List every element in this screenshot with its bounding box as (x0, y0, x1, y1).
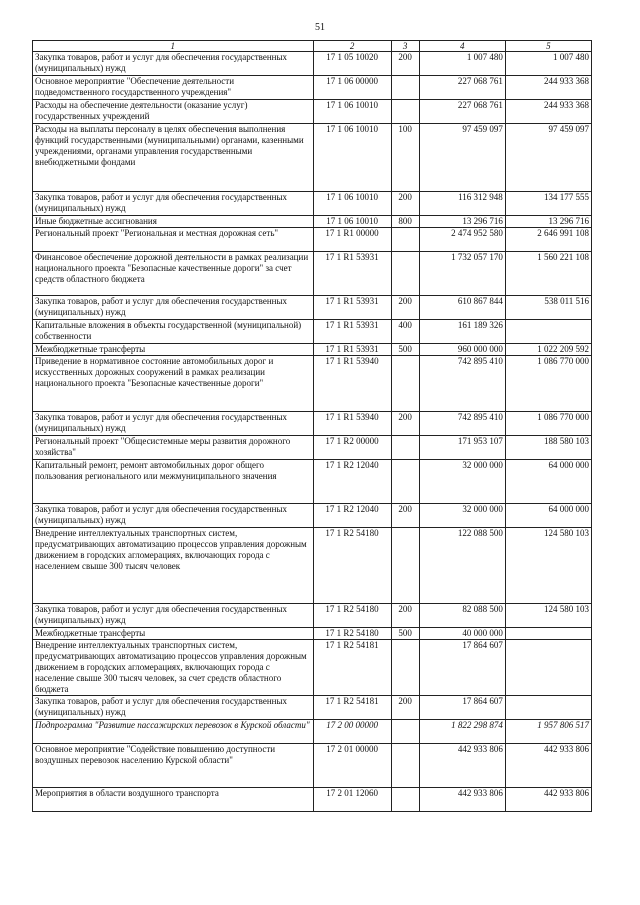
row-name-cell: Закупка товаров, работ и услуг для обеспечения государственных (муниципальных) нужд (33, 604, 314, 628)
row-type-cell: 200 (391, 192, 419, 216)
table-row (33, 252, 592, 296)
row-value-2-cell: 64 000 000 (505, 504, 591, 528)
row-code-cell: 17 1 R2 12040 (313, 460, 391, 504)
column-header: 5 (505, 41, 591, 52)
row-type-cell: 500 (391, 628, 419, 640)
row-value-1-cell: 610 867 844 (419, 296, 505, 320)
row-code-cell: 17 1 06 10010 (313, 100, 391, 124)
row-name-cell: Иные бюджетные ассигнования (33, 216, 314, 228)
row-value-1-cell: 17 864 607 (419, 640, 505, 696)
row-type-cell (391, 788, 419, 812)
row-type-cell (391, 252, 419, 296)
row-code-cell: 17 1 R2 54180 (313, 528, 391, 604)
row-code-cell: 17 1 R2 12040 (313, 504, 391, 528)
row-value-2-cell: 124 580 103 (505, 528, 591, 604)
column-header: 1 (33, 41, 314, 52)
row-name-cell: Межбюджетные трансферты (33, 344, 314, 356)
row-value-1-cell: 227 068 761 (419, 76, 505, 100)
row-type-cell: 200 (391, 504, 419, 528)
row-code-cell: 17 1 06 10010 (313, 216, 391, 228)
row-value-1-cell: 171 953 107 (419, 436, 505, 460)
column-header: 2 (313, 41, 391, 52)
row-value-1-cell: 97 459 097 (419, 124, 505, 192)
row-value-1-cell: 742 895 410 (419, 356, 505, 412)
table-row (33, 504, 592, 528)
row-type-cell: 200 (391, 696, 419, 720)
row-value-1-cell: 1 822 298 874 (419, 720, 505, 744)
row-type-cell (391, 744, 419, 788)
row-name-cell: Основное мероприятие "Обеспечение деятельности подведомственного государственного учреждения" (33, 76, 314, 100)
row-value-1-cell: 227 068 761 (419, 100, 505, 124)
table-row (33, 192, 592, 216)
row-value-2-cell: 1 560 221 108 (505, 252, 591, 296)
row-type-cell (391, 528, 419, 604)
table-row (33, 100, 592, 124)
column-header: 3 (391, 41, 419, 52)
row-name-cell: Закупка товаров, работ и услуг для обеспечения государственных (муниципальных) нужд (33, 696, 314, 720)
row-code-cell: 17 1 R1 53931 (313, 252, 391, 296)
row-code-cell: 17 1 06 00000 (313, 76, 391, 100)
row-name-cell: Основное мероприятие "Содействие повышению доступности воздушных перевозок населению Курской области" (33, 744, 314, 788)
row-type-cell (391, 436, 419, 460)
row-value-2-cell (505, 640, 591, 696)
row-value-1-cell: 116 312 948 (419, 192, 505, 216)
row-name-cell: Расходы на выплаты персоналу в целях обеспечения выполнения функций государственными (муниципальными) органами, казенными учреждениями, органами управления государственными внебюджетными фондами (33, 124, 314, 192)
row-type-cell: 200 (391, 296, 419, 320)
row-value-1-cell: 32 000 000 (419, 504, 505, 528)
row-name-cell: Приведение в нормативное состояние автомобильных дорог и искусственных дорожных сооружений в рамках реализации национального проекта "Безопасные качественные дороги" (33, 356, 314, 412)
row-type-cell (391, 460, 419, 504)
row-value-1-cell: 742 895 410 (419, 412, 505, 436)
row-value-1-cell: 1 732 057 170 (419, 252, 505, 296)
row-name-cell: Региональный проект "Региональная и местная дорожная сеть" (33, 228, 314, 252)
row-value-2-cell: 1 007 480 (505, 52, 591, 76)
row-code-cell: 17 1 R2 54180 (313, 628, 391, 640)
row-name-cell: Закупка товаров, работ и услуг для обеспечения государственных (муниципальных) нужд (33, 52, 314, 76)
row-type-cell: 400 (391, 320, 419, 344)
row-value-2-cell: 2 646 991 108 (505, 228, 591, 252)
row-value-2-cell: 244 933 368 (505, 76, 591, 100)
row-value-2-cell: 124 580 103 (505, 604, 591, 628)
row-value-2-cell (505, 696, 591, 720)
table-row (33, 124, 592, 192)
row-type-cell (391, 356, 419, 412)
table-row (33, 720, 592, 744)
table-row (33, 604, 592, 628)
row-value-1-cell: 442 933 806 (419, 744, 505, 788)
column-header: 4 (419, 41, 505, 52)
table-row (33, 528, 592, 604)
row-name-cell: Капитальный ремонт, ремонт автомобильных дорог общего пользования регионального или межмуниципального значения (33, 460, 314, 504)
row-value-2-cell: 1 022 209 592 (505, 344, 591, 356)
row-name-cell: Финансовое обеспечение дорожной деятельности в рамках реализации национального проекта "Безопасные качественные дороги" за счет средств областного бюджета (33, 252, 314, 296)
row-value-2-cell: 538 011 516 (505, 296, 591, 320)
table-row (33, 436, 592, 460)
row-name-cell: Закупка товаров, работ и услуг для обеспечения государственных (муниципальных) нужд (33, 296, 314, 320)
row-code-cell: 17 1 R1 53931 (313, 296, 391, 320)
row-type-cell (391, 720, 419, 744)
row-name-cell: Подпрограмма "Развитие пассажирских перевозок в Курской области" (33, 720, 314, 744)
row-value-1-cell: 40 000 000 (419, 628, 505, 640)
table-row (33, 216, 592, 228)
row-value-2-cell: 97 459 097 (505, 124, 591, 192)
row-value-1-cell: 122 088 500 (419, 528, 505, 604)
row-name-cell: Закупка товаров, работ и услуг для обеспечения государственных (муниципальных) нужд (33, 412, 314, 436)
row-value-2-cell: 13 296 716 (505, 216, 591, 228)
table-row (33, 696, 592, 720)
row-name-cell: Межбюджетные трансферты (33, 628, 314, 640)
row-code-cell: 17 1 R1 00000 (313, 228, 391, 252)
row-value-2-cell: 64 000 000 (505, 460, 591, 504)
row-code-cell: 17 1 R2 00000 (313, 436, 391, 460)
row-value-2-cell: 188 580 103 (505, 436, 591, 460)
table-row (33, 76, 592, 100)
row-name-cell: Мероприятия в области воздушного транспорта (33, 788, 314, 812)
page-number: 51 (315, 22, 325, 33)
row-value-1-cell: 442 933 806 (419, 788, 505, 812)
row-name-cell: Внедрение интеллектуальных транспортных систем, предусматривающих автоматизацию процессов управления дорожным движением в городских агломерациях, включающих города с население свыше 300 тысяч человек, за счет средств областного бюджета (33, 640, 314, 696)
row-value-1-cell: 32 000 000 (419, 460, 505, 504)
row-value-2-cell: 442 933 806 (505, 744, 591, 788)
row-code-cell: 17 1 R2 54181 (313, 640, 391, 696)
row-code-cell: 17 2 00 00000 (313, 720, 391, 744)
row-value-1-cell: 2 474 952 580 (419, 228, 505, 252)
row-type-cell: 200 (391, 604, 419, 628)
row-code-cell: 17 1 R2 54180 (313, 604, 391, 628)
row-value-2-cell: 1 957 806 517 (505, 720, 591, 744)
row-value-1-cell: 960 000 000 (419, 344, 505, 356)
row-name-cell: Закупка товаров, работ и услуг для обеспечения государственных (муниципальных) нужд (33, 504, 314, 528)
row-value-1-cell: 1 007 480 (419, 52, 505, 76)
row-type-cell (391, 640, 419, 696)
row-code-cell: 17 1 R1 53931 (313, 320, 391, 344)
row-type-cell (391, 100, 419, 124)
row-value-2-cell: 244 933 368 (505, 100, 591, 124)
row-type-cell: 100 (391, 124, 419, 192)
row-code-cell: 17 1 R2 54181 (313, 696, 391, 720)
row-code-cell: 17 1 06 10010 (313, 192, 391, 216)
row-type-cell: 800 (391, 216, 419, 228)
budget-table (32, 40, 592, 812)
row-name-cell: Закупка товаров, работ и услуг для обеспечения государственных (муниципальных) нужд (33, 192, 314, 216)
row-type-cell: 500 (391, 344, 419, 356)
row-name-cell: Капитальные вложения в объекты государственной (муниципальной) собственности (33, 320, 314, 344)
row-value-2-cell: 442 933 806 (505, 788, 591, 812)
row-type-cell: 200 (391, 412, 419, 436)
row-value-2-cell (505, 628, 591, 640)
row-name-cell: Региональный проект "Общесистемные меры развития дорожного хозяйства" (33, 436, 314, 460)
row-name-cell: Внедрение интеллектуальных транспортных систем, предусматривающих автоматизацию процессов управления дорожным движением в городских агломерациях, включающих города с населением свыше 300 тысяч человек (33, 528, 314, 604)
row-code-cell: 17 2 01 12060 (313, 788, 391, 812)
row-code-cell: 17 1 R1 53931 (313, 344, 391, 356)
row-type-cell (391, 228, 419, 252)
row-code-cell: 17 1 06 10010 (313, 124, 391, 192)
row-code-cell: 17 1 R1 53940 (313, 356, 391, 412)
row-value-2-cell: 1 086 770 000 (505, 412, 591, 436)
table-row (33, 788, 592, 812)
table-row (33, 460, 592, 504)
table-row (33, 52, 592, 76)
table-row (33, 640, 592, 696)
table-row (33, 356, 592, 412)
row-value-2-cell: 134 177 555 (505, 192, 591, 216)
table-row (33, 744, 592, 788)
row-value-1-cell: 17 864 607 (419, 696, 505, 720)
row-value-2-cell (505, 320, 591, 344)
row-value-1-cell: 161 189 326 (419, 320, 505, 344)
table-row (33, 628, 592, 640)
table-row (33, 320, 592, 344)
row-type-cell: 200 (391, 52, 419, 76)
row-value-1-cell: 13 296 716 (419, 216, 505, 228)
row-name-cell: Расходы на обеспечение деятельности (оказание услуг) государственных учреждений (33, 100, 314, 124)
table-row (33, 344, 592, 356)
row-type-cell (391, 76, 419, 100)
row-code-cell: 17 1 05 10020 (313, 52, 391, 76)
row-code-cell: 17 2 01 00000 (313, 744, 391, 788)
header-row (33, 41, 592, 52)
row-code-cell: 17 1 R1 53940 (313, 412, 391, 436)
table-row (33, 412, 592, 436)
row-value-1-cell: 82 088 500 (419, 604, 505, 628)
table-row (33, 228, 592, 252)
table-row (33, 296, 592, 320)
row-value-2-cell: 1 086 770 000 (505, 356, 591, 412)
